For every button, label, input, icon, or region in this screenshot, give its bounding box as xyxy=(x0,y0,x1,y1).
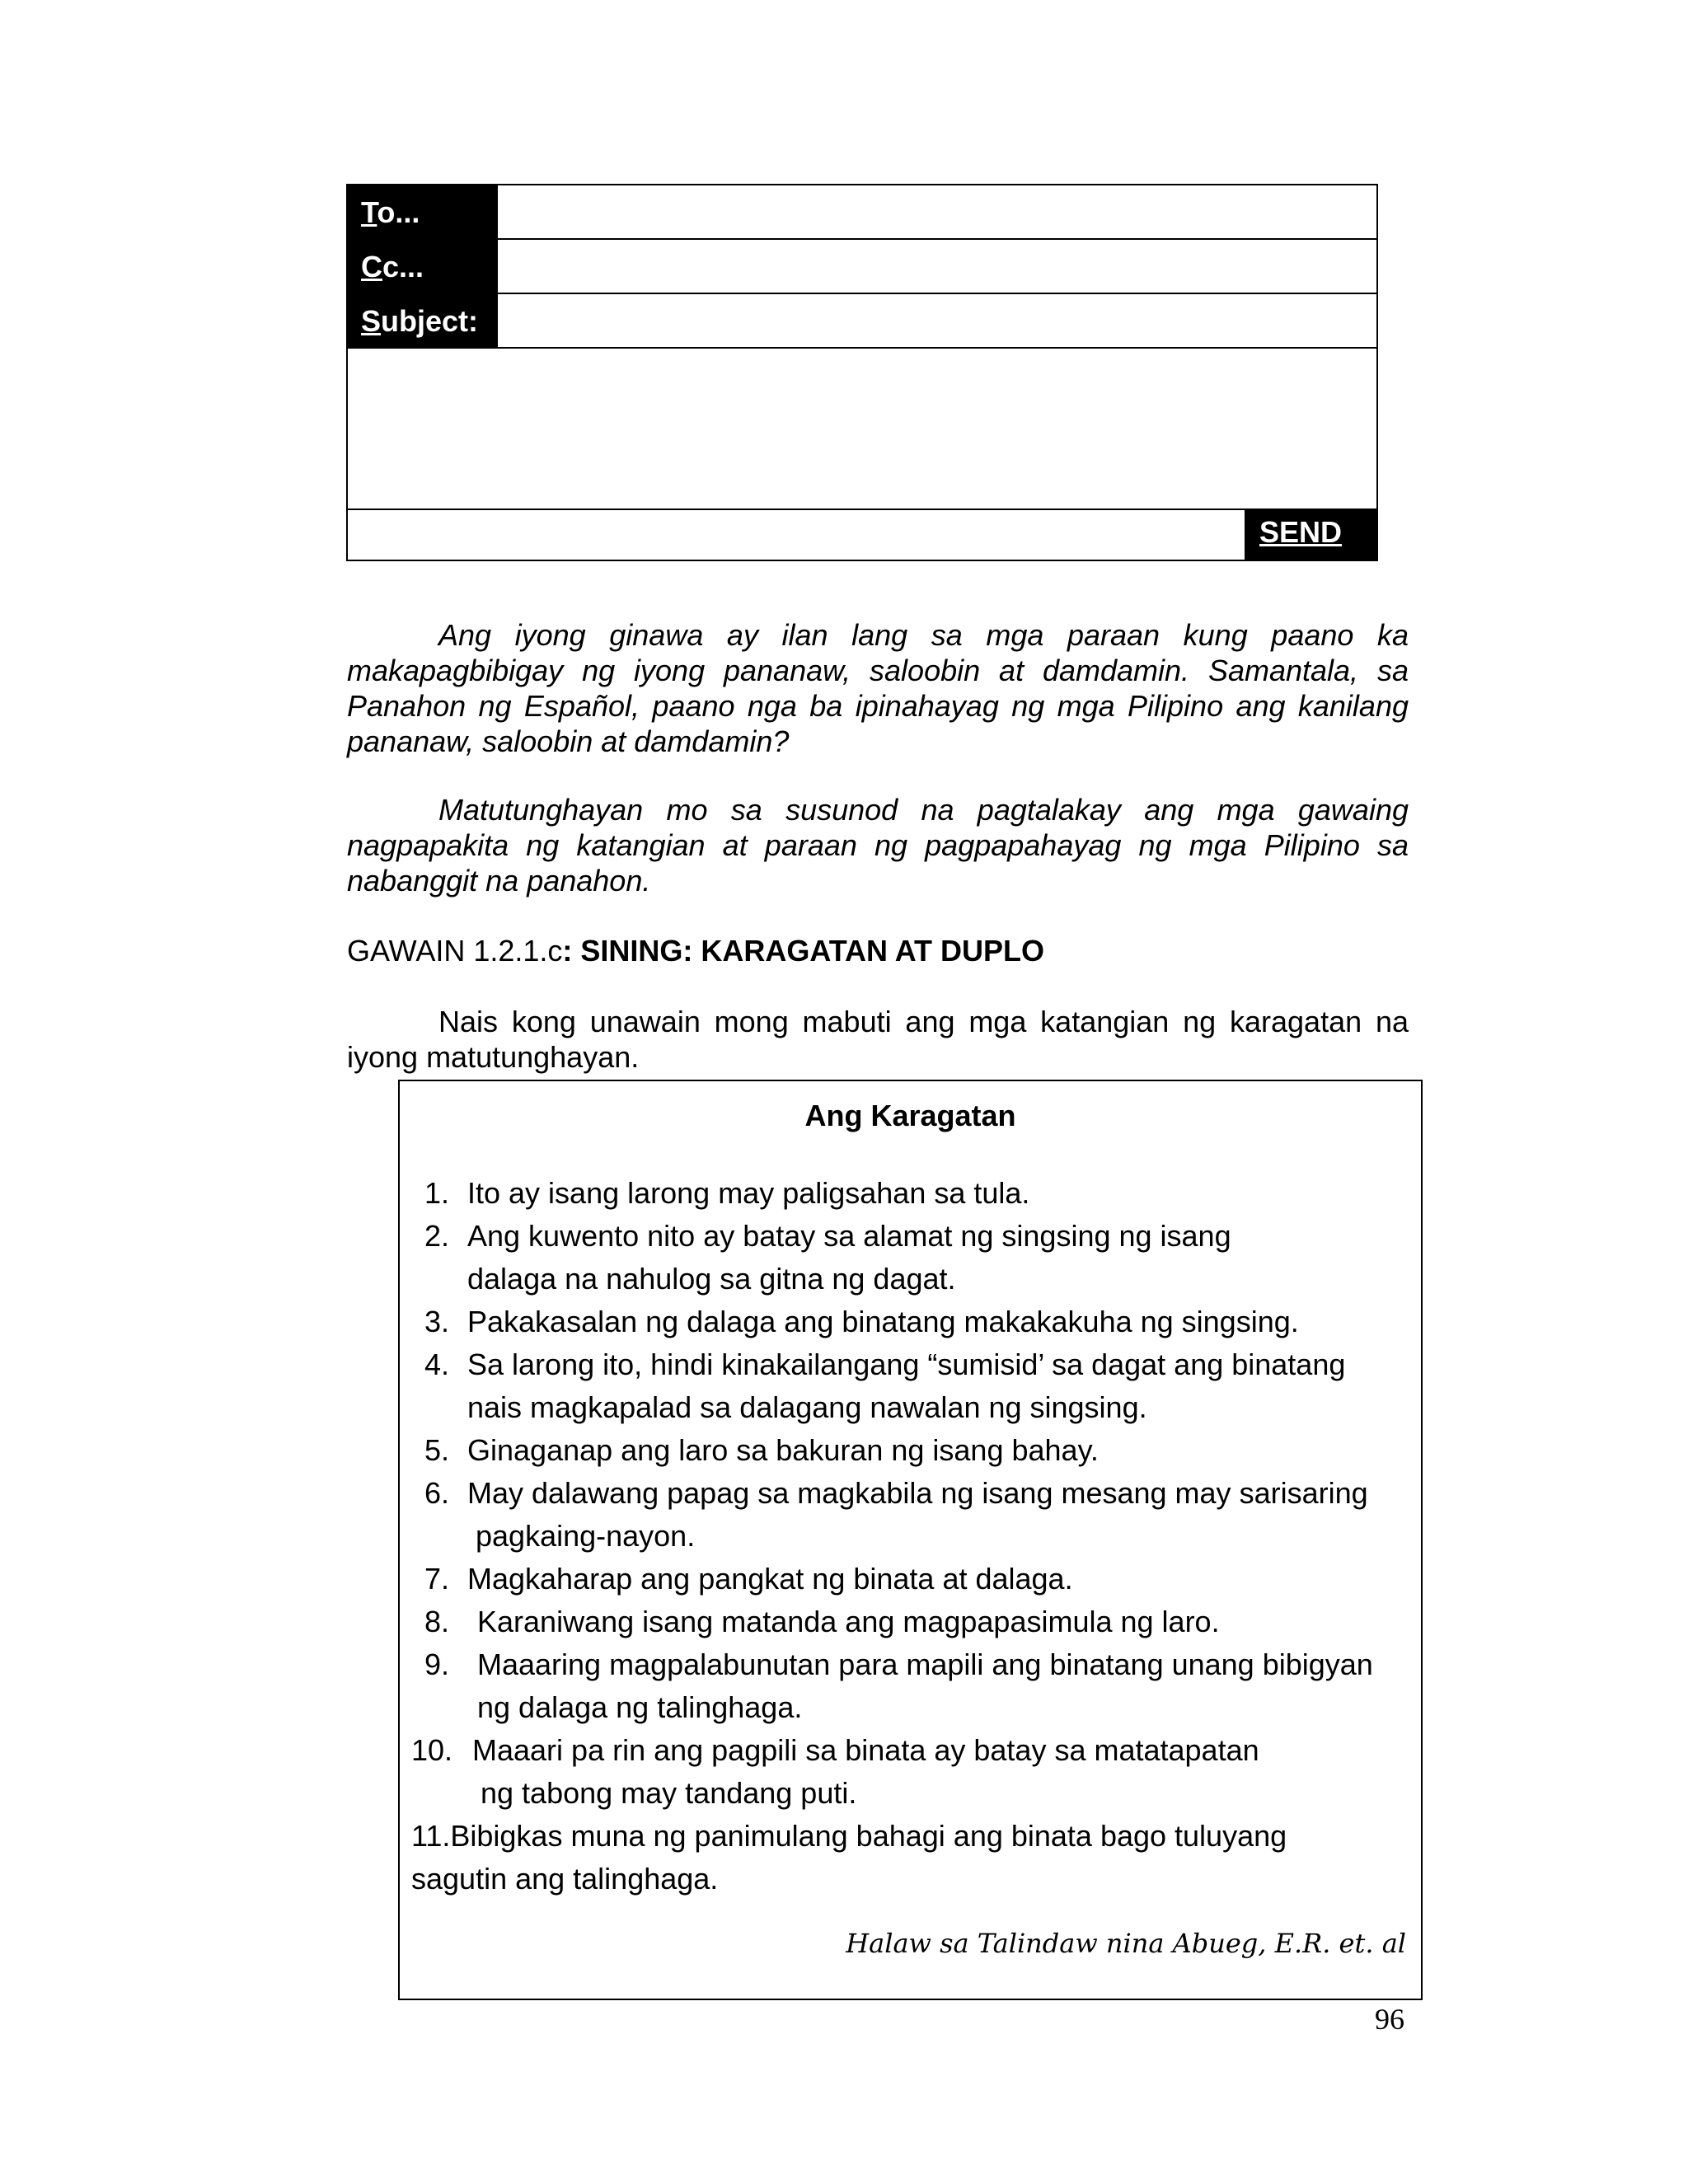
followup-paragraph: Matutunghayan mo sa susunod na pagtalakay ang mga gawaing nagpapakita ng katangian at paraan ng pagpapahayag ng mga Pilipino sa nabanggit na panahon. xyxy=(347,793,1409,898)
subject-label: Subject: xyxy=(348,294,496,347)
list-item: Ang kuwento nito ay batay sa alamat ng singsing ng isang xyxy=(467,1219,1231,1253)
list-item-number: 4. xyxy=(424,1347,450,1381)
intro-paragraph: Ang iyong ginawa ay ilan lang sa mga paraan kung paano ka makapagbibigay ng iyong pananaw, saloobin at damdamin. Samantala, sa Panahon ng Español, paano nga ba ipinahayag ng mga Pilipino ang kanilang pananaw, saloobin at damdamin? xyxy=(347,618,1409,758)
page-number: 96 xyxy=(1375,2003,1404,2036)
list-item-continuation: pagkaing-nayon. xyxy=(476,1519,696,1553)
list-item-number: 10. xyxy=(411,1733,453,1767)
list-item: Maaari pa rin ang pagpili sa binata ay batay sa matatapatan xyxy=(472,1733,1259,1767)
instruction-paragraph: Nais kong unawain mong mabuti ang mga katangian ng karagatan na iyong matutunghayan. xyxy=(347,1005,1409,1074)
box-title: Ang Karagatan xyxy=(804,1099,1016,1132)
list-item-continuation: sagutin ang talinghaga. xyxy=(411,1862,719,1896)
gawain-heading xyxy=(347,933,1044,968)
list-item: Ito ay isang larong may paligsahan sa tula. xyxy=(467,1176,1030,1210)
to-label: To... xyxy=(348,185,496,238)
to-input[interactable] xyxy=(496,185,1376,238)
list-item-number: 9. xyxy=(424,1647,450,1681)
list-item-number: 6. xyxy=(424,1476,450,1510)
send-button[interactable]: SEND xyxy=(1245,510,1376,561)
cc-label: Cc... xyxy=(348,240,496,293)
cc-input[interactable] xyxy=(496,240,1376,293)
list-item-number: 2. xyxy=(424,1219,450,1253)
list-item: Pakakasalan ng dalaga ang binatang makakakuha ng singsing. xyxy=(467,1305,1299,1338)
list-item-number: 8. xyxy=(424,1605,450,1638)
list-item-number: 7. xyxy=(424,1562,450,1596)
gawain-label: GAWAIN 1.2.1.c xyxy=(347,934,563,968)
email-form xyxy=(346,184,1378,561)
list-item: Magkaharap ang pangkat ng binata at dalaga. xyxy=(467,1562,1073,1596)
subject-row xyxy=(348,294,1376,349)
to-row xyxy=(348,185,1376,240)
gawain-title: : SINING: KARAGATAN AT DUPLO xyxy=(562,934,1045,968)
list-item: Ginaganap ang laro sa bakuran ng isang bahay. xyxy=(467,1433,1099,1467)
list-item-number: 5. xyxy=(424,1433,450,1467)
list-item: Sa larong ito, hindi kinakailangang “sumisid’ sa dagat ang binatang xyxy=(467,1347,1346,1381)
list-item-continuation: ng dalaga ng talinghaga. xyxy=(477,1690,803,1724)
list-item: May dalawang papag sa magkabila ng isang mesang may sarisaring xyxy=(467,1476,1368,1510)
karagatan-box xyxy=(398,1080,1423,2000)
list-item: Karaniwang isang matanda ang magpapasimula ng laro. xyxy=(477,1605,1220,1638)
list-item-number: 3. xyxy=(424,1305,450,1338)
message-body-input[interactable] xyxy=(348,349,1376,510)
list-item-number: 1. xyxy=(424,1176,450,1210)
list-item-continuation: nais magkapalad sa dalagang nawalan ng singsing. xyxy=(467,1390,1147,1424)
list-item: Maaaring magpalabunutan para mapili ang binatang unang bibigyan xyxy=(477,1647,1373,1681)
list-item: 11.Bibigkas muna ng panimulang bahagi ang binata bago tuluyang xyxy=(411,1819,1287,1853)
email-footer xyxy=(348,510,1376,561)
cc-row xyxy=(348,240,1376,294)
subject-input[interactable] xyxy=(496,294,1376,347)
list-item-continuation: dalaga na nahulog sa gitna ng dagat. xyxy=(467,1262,956,1296)
source-credit: Halaw sa Talindaw nina Abueg, E.R. et. al xyxy=(846,1928,1406,1959)
list-item-continuation: ng tabong may tandang puti. xyxy=(481,1776,857,1810)
